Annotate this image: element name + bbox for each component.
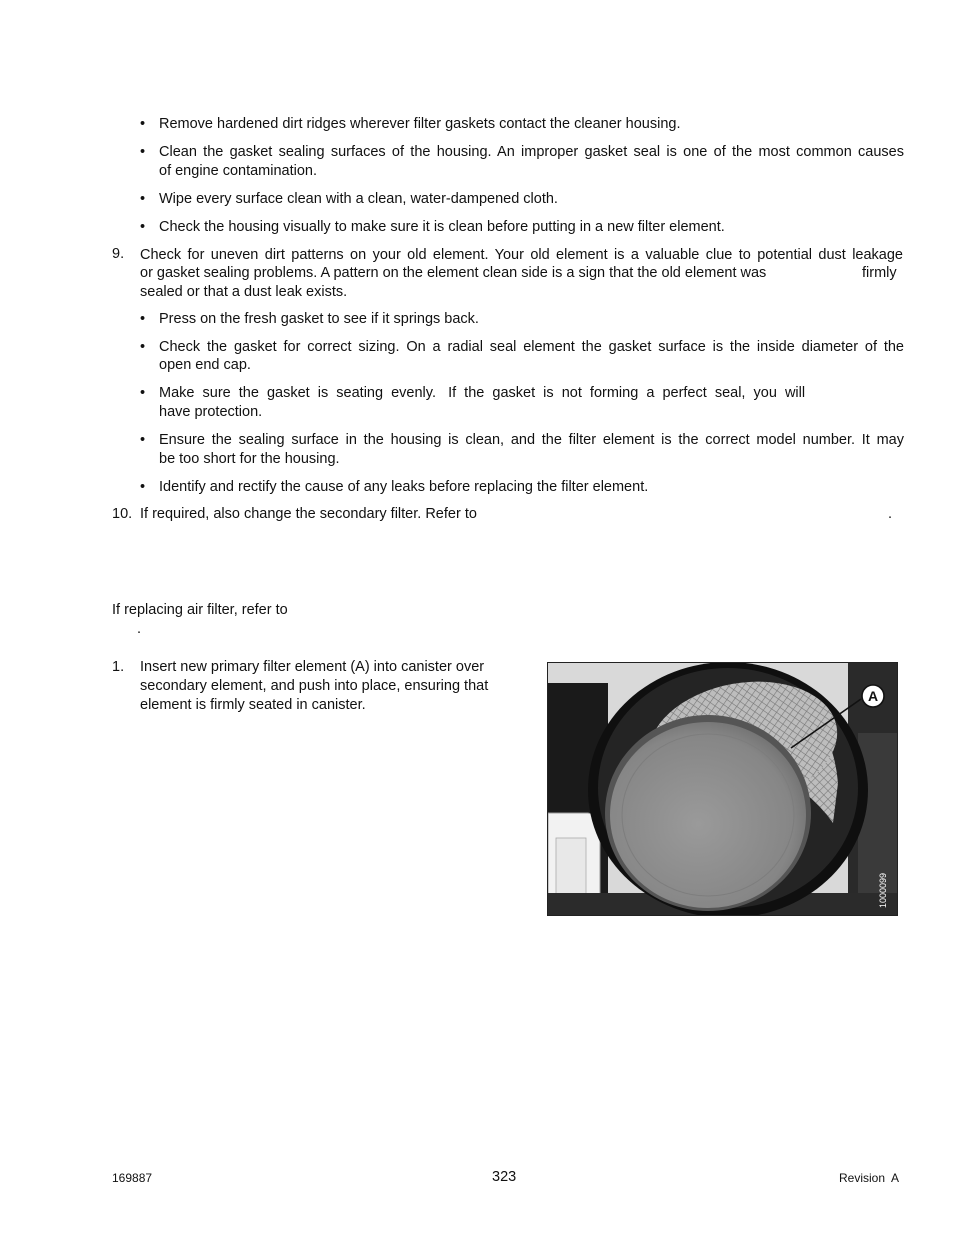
step-period: .: [888, 506, 893, 522]
bullet-text: Remove hardened dirt ridges wherever filter gaskets contact the cleaner housing.: [159, 116, 681, 132]
doc-number: 169887: [112, 1171, 153, 1185]
step-text: or gasket sealing problems. A pattern on the element clean side is a sign that the old element was: [140, 265, 767, 281]
bullet-text: Press on the fresh gasket to see if it springs back.: [159, 311, 479, 327]
intro-text: If replacing air filter, refer to: [112, 602, 288, 618]
bullet-dot: •: [140, 191, 146, 207]
step-text: sealed or that a dust leak exists.: [140, 284, 348, 300]
bullet-text: open end cap.: [159, 357, 251, 373]
bullet-text: be too short for the housing.: [159, 451, 340, 467]
bullet-text: Identify and rectify the cause of any leaks before replacing the filter element.: [159, 479, 649, 495]
bullet-text: Make sure the gasket is seating evenly. If the gasket is not forming a perfect seal, you will: [159, 385, 806, 401]
revision-label: Revision A: [839, 1171, 900, 1185]
bullet-dot: •: [140, 479, 146, 495]
step-text: If required, also change the secondary filter. Refer to: [140, 506, 477, 522]
step-number: 10.: [112, 506, 133, 522]
bullet-text: of engine contamination.: [159, 163, 317, 179]
step-number: 1.: [112, 659, 125, 675]
figure-id: 1000099: [878, 872, 888, 908]
step-text: secondary element, and push into place, ensuring that: [140, 678, 489, 694]
step-number: 9.: [112, 246, 125, 262]
bullet-text: Check the gasket for correct sizing. On a radial seal element the gasket surface is the inside diameter of the: [159, 339, 904, 355]
step-text: Insert new primary filter element (A) into canister over: [140, 659, 485, 675]
intro-period: .: [137, 621, 142, 637]
callout-label: A: [867, 688, 879, 704]
filter-photo: [547, 662, 898, 916]
bullet-dot: •: [140, 339, 146, 355]
bullet-text: have protection.: [159, 404, 263, 420]
bullet-dot: •: [140, 116, 146, 132]
bullet-text: Wipe every surface clean with a clean, water-dampened cloth.: [159, 191, 558, 207]
bullet-dot: •: [140, 432, 146, 448]
bullet-dot: •: [140, 311, 146, 327]
bullet-dot: •: [140, 385, 146, 401]
page-number: 323: [492, 1169, 517, 1185]
step-text: element is firmly seated in canister.: [140, 697, 366, 713]
step-text: firmly: [862, 265, 897, 281]
bullet-text: Ensure the sealing surface in the housing is clean, and the filter element is the correct model number. It may: [159, 432, 904, 448]
bullet-dot: •: [140, 144, 146, 160]
bullet-dot: •: [140, 219, 146, 235]
step-text: Check for uneven dirt patterns on your old element. Your old element is a valuable clue to potential dust leakage: [140, 247, 903, 263]
bullet-text: Check the housing visually to make sure it is clean before putting in a new filter element.: [159, 219, 725, 235]
bullet-text: Clean the gasket sealing surfaces of the housing. An improper gasket seal is one of the most common causes: [159, 144, 904, 160]
filter-illustration: [548, 663, 898, 916]
